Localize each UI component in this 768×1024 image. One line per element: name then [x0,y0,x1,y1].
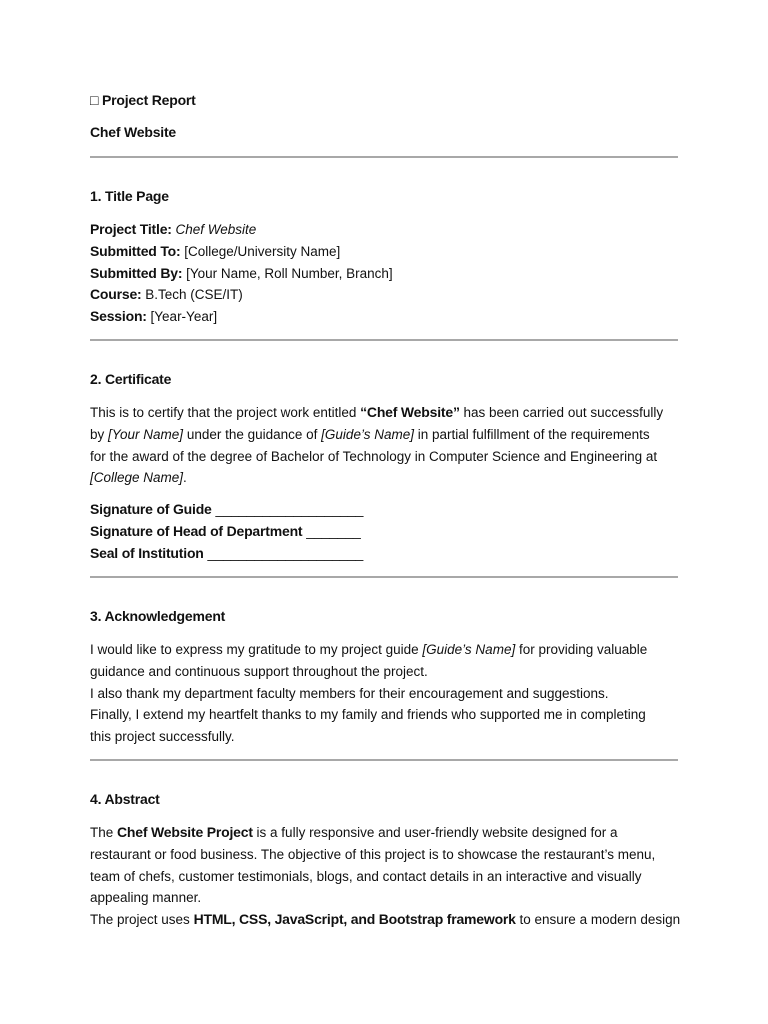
field-value: [Year-Year] [150,309,218,325]
placeholder-text: [College Name] [90,470,184,486]
paragraph-line: this project successfully. [90,729,235,745]
section-heading-certificate: 2. Certificate [90,371,172,387]
text-run: to ensure a modern design [515,912,681,928]
field-key: Course: [90,286,142,303]
text-run: This is to certify that the project work entitled [90,405,361,420]
text-run: under the guidance of [183,426,322,442]
paragraph-line: I also thank my department faculty members for their encouragement and suggestions. [90,685,609,701]
paragraph-line: guidance and continuous support throughout the project. [90,663,428,679]
project-name-emphasis: Chef Website Project [117,824,253,840]
text-run: . [183,470,187,486]
field-row [90,241,393,263]
paragraph-line: team of chefs, customer testimonials, blogs, and contact details in an interactive and visually [90,868,642,884]
report-title-text: Project Report [101,92,196,108]
signature-block [90,499,363,564]
paragraph-line: for the award of the degree of Bachelor of Technology in Computer Science and Engineering at [90,448,658,464]
signature-label: Signature of Guide [90,501,212,517]
paragraph-line: Finally, I extend my heartfelt thanks to my family and friends who supported me in completing [90,707,646,723]
text-run: for providing valuable [515,642,648,657]
paragraph-line: appealing manner. [90,890,202,906]
field-row [90,284,393,306]
certificate-paragraph [90,402,680,489]
field-value: [College/University Name] [184,243,341,259]
text-run: in partial fulfillment of the requirements [413,426,650,442]
section-heading-abstract: 4. Abstract [90,791,160,807]
field-value: B.Tech (CSE/IT) [145,287,243,303]
text-run: The [90,825,118,840]
paragraph-line [90,639,680,661]
project-name-emphasis: “Chef Website” [360,404,460,420]
placeholder-text: [Guide’s Name] [422,642,516,657]
placeholder-text: [Your Name] [108,426,184,442]
field-row [90,219,393,241]
title-page-fields [90,219,393,328]
technology-emphasis: HTML, CSS, JavaScript, and Bootstrap framework [193,911,516,928]
report-subtitle: Chef Website [90,124,177,140]
signature-line [90,521,363,543]
field-key: Submitted By: [90,264,183,281]
text-run: I would like to express my gratitude to my project guide [90,642,423,657]
field-key: Session: [90,308,147,325]
section-divider [90,759,678,761]
field-value: [Your Name, Roll Number, Branch] [186,265,393,281]
field-value: Chef Website [175,222,257,237]
text-run: by [90,426,109,442]
paragraph-line [90,424,680,446]
field-row [90,306,393,328]
signature-label: Signature of Head of Department [90,522,303,539]
field-key: Project Title: [90,221,172,237]
field-key: Submitted To: [90,242,181,259]
section-divider [90,156,678,158]
signature-label: Seal of Institution [90,544,204,561]
abstract-paragraph [90,822,680,931]
text-run: has been carried out successfully [459,405,664,420]
signature-line [90,543,363,565]
field-row [90,263,393,285]
paragraph-line [90,822,680,844]
missing-glyph-icon: □ [90,92,99,108]
placeholder-text: [Guide’s Name] [321,426,414,442]
signature-blank: _______ [302,522,361,539]
section-divider [90,576,678,578]
acknowledgement-paragraph [90,639,680,748]
paragraph-line: restaurant or food business. The objective of this project is to showcase the restaurant’s menu, [90,846,656,862]
section-heading-title-page: 1. Title Page [90,188,169,204]
paragraph-line [90,909,680,931]
signature-line [90,499,363,521]
paragraph-line [90,467,680,489]
section-heading-acknowledgement: 3. Acknowledgement [90,608,226,624]
paragraph-line [90,402,680,424]
signature-blank: ____________________ [203,544,364,561]
text-run: The project uses [90,912,194,928]
signature-blank: ___________________ [211,501,364,517]
text-run: is a fully responsive and user-friendly website designed for a [252,825,618,840]
section-divider [90,339,678,341]
report-title [90,92,196,108]
